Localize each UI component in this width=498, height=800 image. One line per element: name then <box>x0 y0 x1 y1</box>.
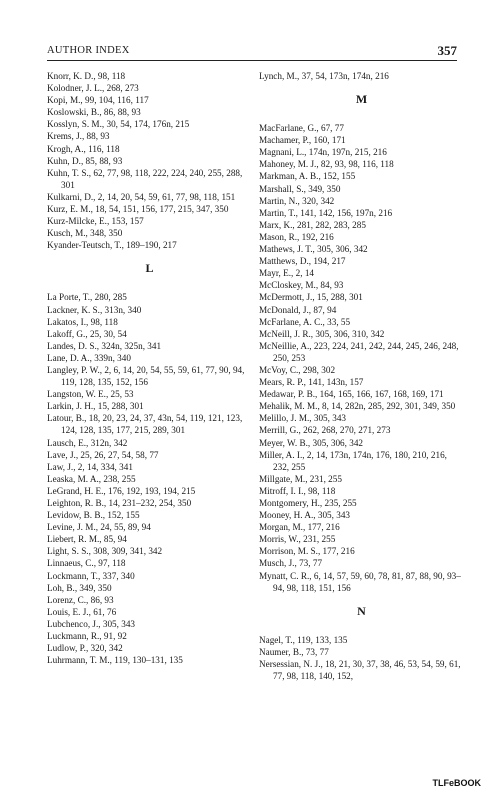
index-entry: Krogh, A., 116, 118 <box>47 143 120 154</box>
index-entry: Lakatos, I., 98, 118 <box>47 316 118 327</box>
index-entry: Mears, R. P., 141, 143n, 157 <box>259 377 364 388</box>
index-entry: Latour, B., 18, 20, 23, 24, 37, 43n, 54, 119, 121, 123, 124, 128, 135, 177, 215, 289, 301 <box>47 413 243 436</box>
index-entry: Morgan, M., 177, 216 <box>259 522 340 533</box>
index-entry: McNeillie, A., 223, 224, 241, 242, 244, 245, 246, 248, 250, 253 <box>259 340 459 363</box>
index-entry: Machamer, P., 160, 171 <box>259 135 346 146</box>
index-entry: Marshall, S., 349, 350 <box>259 183 341 194</box>
index-entry: Melillo, J. M., 305, 343 <box>259 413 347 424</box>
index-entry: Knorr, K. D., 98, 118 <box>47 71 126 81</box>
index-entry: Langston, W. E., 25, 53 <box>47 389 134 400</box>
index-entry: Lausch, E., 312n, 342 <box>47 437 128 448</box>
index-entry: MacFarlane, G., 67, 77 <box>259 123 344 134</box>
index-entry: Krems, J., 88, 93 <box>47 131 110 142</box>
index-entry: LeGrand, H. E., 176, 192, 193, 194, 215 <box>47 485 196 496</box>
running-title: AUTHOR INDEX <box>47 45 130 56</box>
index-entry: Lynch, M., 37, 54, 173n, 174n, 216 <box>259 71 389 81</box>
index-entry: Nersessian, N. J., 18, 21, 30, 37, 38, 46, 53, 54, 59, 61, 77, 98, 118, 140, 152, <box>259 658 461 682</box>
index-entry: Liebert, R. M., 85, 94 <box>47 534 127 545</box>
index-entry: Loh, B., 349, 350 <box>47 582 112 593</box>
index-entry: Leighton, R. B., 14, 231–232, 254, 350 <box>47 498 192 508</box>
index-entry: Linnaeus, C., 97, 118 <box>47 558 126 569</box>
index-entry: Leaska, M. A., 238, 255 <box>47 473 136 484</box>
index-entry: Larkin, J. H., 15, 288, 301 <box>47 401 144 412</box>
index-entry: Kolodner, J. L., 268, 273 <box>47 83 139 94</box>
index-entry: Kopi, M., 99, 104, 116, 117 <box>47 95 149 106</box>
index-entry: Kuhn, T. S., 62, 77, 98, 118, 222, 224, 240, 255, 288, 301 <box>47 167 243 190</box>
section-letter: M <box>355 92 368 107</box>
index-entry: Mason, R., 192, 216 <box>259 231 334 242</box>
section-letter: N <box>357 603 366 618</box>
index-entry: Merrill, G., 262, 268, 270, 271, 273 <box>259 425 391 436</box>
index-entry: Levine, J. M., 24, 55, 89, 94 <box>47 522 151 533</box>
index-entry: Mathews, J. T., 305, 306, 342 <box>259 244 368 255</box>
index-entry: Naumer, B., 73, 77 <box>259 646 329 657</box>
index-entry: Kulkarni, D., 2, 14, 20, 54, 59, 61, 77, 98, 118, 151 <box>47 191 236 202</box>
index-entry: Musch, J., 73, 77 <box>259 558 323 569</box>
index-entry: Luhrmann, T. M., 119, 130–131, 135 <box>47 655 183 666</box>
index-entry: Lorenz, C., 86, 93 <box>47 594 114 605</box>
index-column-right <box>259 70 464 682</box>
index-entry: Mitroff, I. I., 98, 118 <box>259 485 336 496</box>
index-entry: Morrison, M. S., 177, 216 <box>259 546 355 557</box>
page-number: 357 <box>437 43 457 58</box>
index-entry: Louis, E. J., 61, 76 <box>47 606 117 617</box>
watermark-text: TLFeBOOK <box>432 778 481 788</box>
index-entry: Mynatt, C. R., 6, 14, 57, 59, 60, 78, 81, 87, 88, 90, 93–94, 98, 118, 151, 156 <box>259 570 461 593</box>
index-entry: Lubchenco, J., 305, 343 <box>47 618 136 629</box>
index-entry: Langley, P. W., 2, 6, 14, 20, 54, 55, 59, 61, 77, 90, 94, 119, 128, 135, 152, 156 <box>47 364 245 388</box>
index-entry: McDermott, J., 15, 288, 301 <box>259 292 363 303</box>
index-entry: Miller, A. I., 2, 14, 173n, 174n, 176, 180, 210, 216, 232, 255 <box>259 449 447 472</box>
index-entry: Markman, A. B., 152, 155 <box>259 171 356 182</box>
index-entry: Medawar, P. B., 164, 165, 166, 167, 168, 169, 171 <box>259 389 444 400</box>
index-entry: Montgomery, H., 235, 255 <box>259 498 357 508</box>
index-entry: Lakoff, G., 25, 30, 54 <box>47 328 127 339</box>
index-entry: Kuhn, D., 85, 88, 93 <box>47 155 123 166</box>
index-entry: Morris, W., 231, 255 <box>259 534 336 545</box>
index-entry: Millgate, M., 231, 255 <box>259 473 342 484</box>
index-entry: Kosslyn, S. M., 30, 54, 174, 176n, 215 <box>47 119 190 130</box>
index-entry: McVoy, C., 298, 302 <box>259 364 336 375</box>
index-entry: Mayr, E., 2, 14 <box>259 268 315 279</box>
index-entry: Lane, D. A., 339n, 340 <box>47 352 131 363</box>
section-letter: L <box>145 261 154 276</box>
index-entry: Lackner, K. S., 313n, 340 <box>47 304 142 315</box>
index-entry: Lockmann, T., 337, 340 <box>47 570 135 581</box>
index-entry: Nagel, T., 119, 133, 135 <box>259 634 348 645</box>
index-entry: Luckmann, R., 91, 92 <box>47 631 127 642</box>
index-entry: Kyander-Teutsch, T., 189–190, 217 <box>47 240 177 251</box>
index-entry: Landes, D. S., 324n, 325n, 341 <box>47 340 162 351</box>
index-entry: Levidow, B. B., 152, 155 <box>47 510 140 521</box>
index-entry: Koslowski, B., 86, 88, 93 <box>47 107 141 118</box>
index-entry: Ludlow, P., 320, 342 <box>47 643 123 654</box>
running-header <box>47 44 457 61</box>
index-entry: Mahoney, M. J., 82, 93, 98, 116, 118 <box>259 159 394 170</box>
index-column-left <box>47 70 252 666</box>
index-entry: Meyer, W. B., 305, 306, 342 <box>259 437 364 448</box>
index-entry: Lave, J., 25, 26, 27, 54, 58, 77 <box>47 449 159 460</box>
index-entry: Mooney, H. A., 305, 343 <box>259 510 351 521</box>
index-entry: Matthews, D., 194, 217 <box>259 256 346 267</box>
index-entry: Marx, K., 281, 282, 283, 285 <box>259 219 366 230</box>
index-entry: Mehalik, M. M., 8, 14, 282n, 285, 292, 301, 349, 350 <box>259 401 456 412</box>
index-entry: Kurz-Milcke, E., 153, 157 <box>47 216 144 227</box>
index-entry: Martin, N., 320, 342 <box>259 195 335 206</box>
index-entry: Kurz, E. M., 18, 54, 151, 156, 177, 215, 347, 350 <box>47 204 229 215</box>
index-entry: Martin, T., 141, 142, 156, 197n, 216 <box>259 207 393 218</box>
index-entry: La Porte, T., 280, 285 <box>47 292 127 303</box>
index-entry: Law, J., 2, 14, 334, 341 <box>47 461 133 472</box>
index-entry: McCloskey, M., 84, 93 <box>259 280 344 291</box>
index-entry: McDonald, J., 87, 94 <box>259 304 337 315</box>
index-entry: Kusch, M., 348, 350 <box>47 228 123 239</box>
index-entry: McFarlane, A. C., 33, 55 <box>259 316 351 327</box>
index-entry: Light, S. S., 308, 309, 341, 342 <box>47 546 163 557</box>
index-entry: Magnani, L., 174n, 197n, 215, 216 <box>259 147 387 158</box>
index-entry: McNeill, J. R., 305, 306, 310, 342 <box>259 328 385 339</box>
